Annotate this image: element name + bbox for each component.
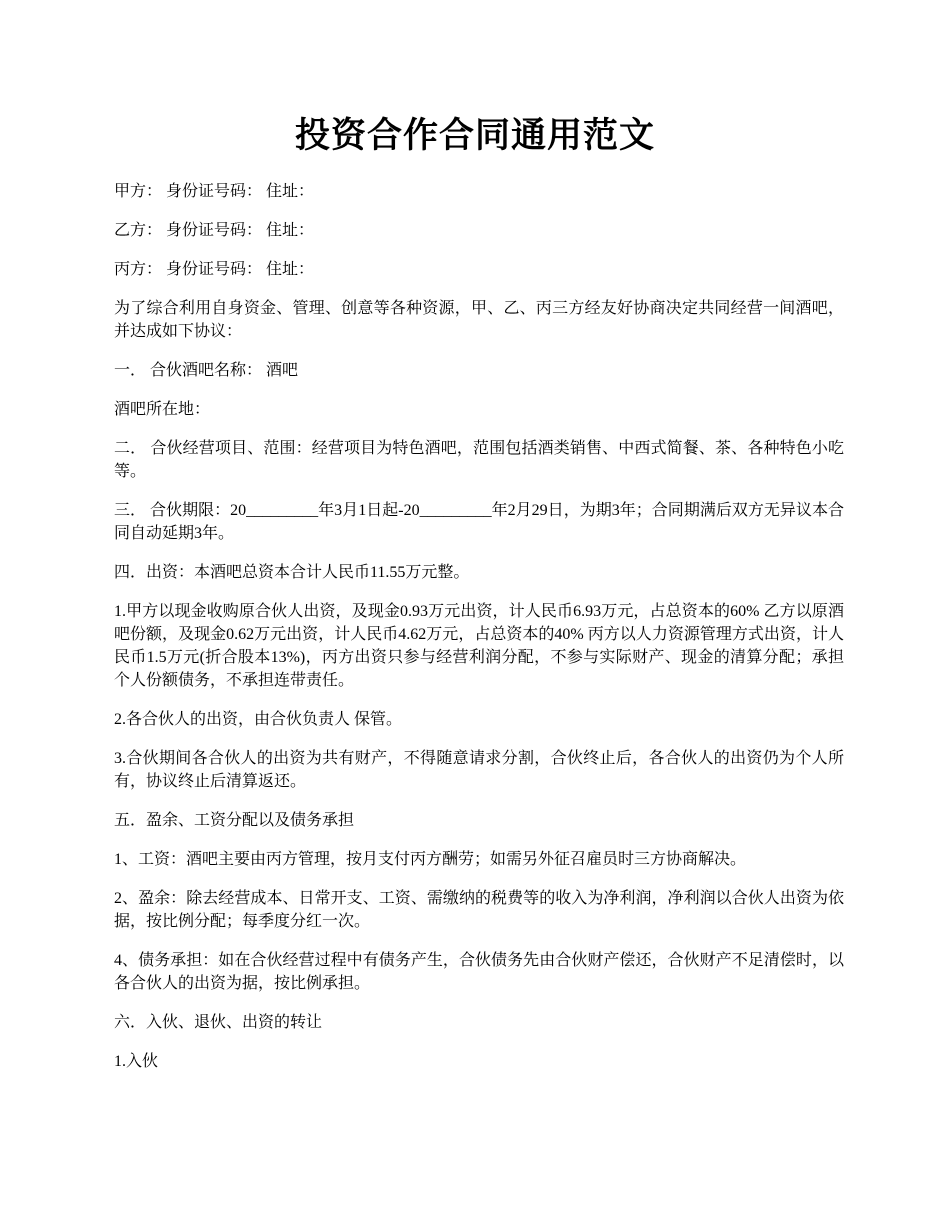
section-3-term: 三． 合伙期限：20_________年3月1日起-20_________年2月29日，为期3年；合同期满后双方无异议本合同自动延期3年。	[114, 502, 844, 542]
joining-clause-heading: 1.入伙	[114, 1053, 159, 1070]
document-title: 投资合作合同通用范文	[294, 115, 655, 156]
capital-clause-3: 3.合伙期间各合伙人的出资为共有财产，不得随意请求分割，合伙终止后，各合伙人的出资仍为个人所有，协议终止后清算返还。	[114, 750, 844, 790]
party-c-line: 丙方： 身份证号码： 住址：	[114, 261, 315, 278]
surplus-clause: 2、盈余：除去经营成本、日常开支、工资、需缴纳的税费等的收入为净利润，净利润以合伙人出资为依据，按比例分配；每季度分红一次。	[114, 890, 844, 930]
document-body	[114, 180, 844, 1089]
section-2-business-scope: 二． 合伙经营项目、范围：经营项目为特色酒吧，范围包括酒类销售、中西式简餐、茶、各种特色小吃等。	[114, 440, 844, 480]
bar-location: 酒吧所在地：	[114, 401, 211, 418]
wages-clause: 1、工资：酒吧主要由丙方管理，按月支付丙方酬劳；如需另外征召雇员时三方协商解决。	[114, 851, 747, 868]
section-4-capital: 四．出资：本酒吧总资本合计人民币11.55万元整。	[114, 564, 470, 581]
debt-clause: 4、债务承担：如在合伙经营过程中有债务产生，合伙债务先由合伙财产偿还，合伙财产不足清偿时，以各合伙人的出资为据，按比例承担。	[114, 952, 844, 992]
party-b-line: 乙方： 身份证号码： 住址：	[114, 222, 315, 239]
section-5-heading: 五．盈余、工资分配以及债务承担	[114, 812, 355, 829]
preamble-paragraph: 为了综合利用自身资金、管理、创意等各种资源，甲、乙、丙三方经友好协商决定共同经营一间酒吧，并达成如下协议：	[114, 300, 844, 340]
capital-clause-2: 2.各合伙人的出资，由合伙负责人 保管。	[114, 711, 403, 728]
section-1-bar-name: 一． 合伙酒吧名称： 酒吧	[114, 362, 299, 379]
capital-clause-1: 1.甲方以现金收购原合伙人出资，及现金0.93万元出资，计人民币6.93万元，占总资本的60% 乙方以原酒吧份额，及现金0.62万元出资，计人民币4.62万元，占总资本的40% 丙方以人力资源管理方式出资，计人民币1.5万元(折合股本13%)，丙方出资只参与经营利润分配，不参与实际财产、现金的清算分配；承担个人份额债务，不承担连带责任。	[114, 603, 844, 689]
section-6-heading: 六．入伙、退伙、出资的转让	[114, 1014, 323, 1031]
party-a-line: 甲方： 身份证号码： 住址：	[114, 183, 315, 200]
